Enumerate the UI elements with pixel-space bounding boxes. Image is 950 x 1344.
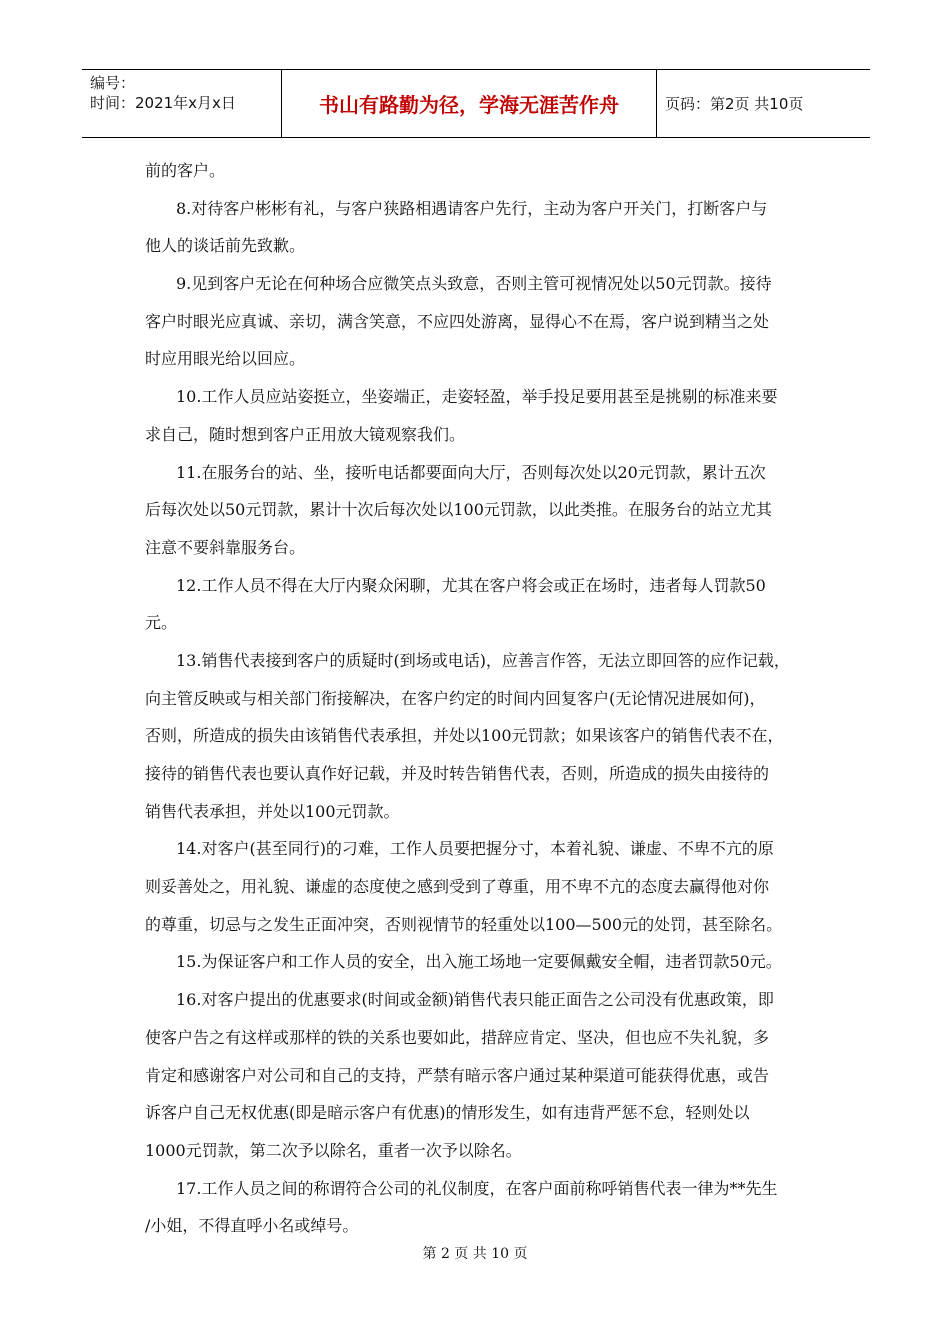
text-line: 元。 (145, 613, 178, 633)
text-line: 17.工作人员之间的称谓符合公司的礼仪制度，在客户面前称呼销售代表一律为**先生 (176, 1178, 778, 1198)
text-line: 16.对客户提出的优惠要求(时间或金额)销售代表只能正面告之公司没有优惠政策，即 (176, 990, 774, 1010)
text-line: 15.为保证客户和工作人员的安全，出入施工场地一定要佩戴安全帽，违者罚款50元。 (176, 952, 782, 972)
text-line: 的尊重，切忌与之发生正面冲突，否则视情节的轻重处以100—500元的处罚，甚至除名。 (145, 914, 783, 934)
text-line: 销售代表承担，并处以100元罚款。 (145, 801, 400, 821)
text-line: 则妥善处之，用礼貌、谦虚的态度使之感到受到了尊重，用不卑不亢的态度去赢得他对你 (145, 877, 770, 897)
text-line: 客户时眼光应真诚、亲切，满含笑意，不应四处游离，显得心不在焉，客户说到精当之处 (145, 311, 770, 331)
text-line: 1000元罚款，第二次予以除名，重者一次予以除名。 (145, 1140, 522, 1160)
text-line: 10.工作人员应站姿挺立，坐姿端正，走姿轻盈，举手投足要用甚至是挑剔的标准来要 (176, 387, 778, 407)
text-line: 8.对待客户彬彬有礼，与客户狭路相遇请客户先行，主动为客户开关门，打断客户与 (176, 198, 768, 218)
text-line: /小姐，不得直呼小名或绰号。 (145, 1216, 359, 1236)
document-body (145, 152, 815, 1245)
text-line: 他人的谈话前先致歉。 (145, 236, 306, 256)
text-line: 前的客户。 (145, 161, 226, 180)
text-line: 否则，所造成的损失由该销售代表承担，并处以100元罚款；如果该客户的销售代表不在， (145, 726, 784, 746)
text-line: 12.工作人员不得在大厅内聚众闲聊，尤其在客户将会或正在场时，违者每人罚款50 (176, 575, 766, 595)
text-line: 9.见到客户无论在何种场合应微笑点头致意，否则主管可视情况处以50元罚款。接待 (176, 274, 772, 294)
header-motto: 书山有路勤为径，学海无涯苦作舟 (282, 70, 657, 137)
text-line: 11.在服务台的站、坐，接听电话都要面向大厅，否则每次处以20元罚款，累计五次 (176, 462, 766, 482)
text-line: 13.销售代表接到客户的质疑时(到场或电话)，应善言作答，无法立即回答的应作记载， (176, 650, 790, 670)
text-line: 诉客户自己无权优惠(即是暗示客户有优惠)的情形发生，如有违背严惩不怠，轻则处以 (145, 1103, 750, 1123)
text-line: 14.对客户(甚至同行)的刁难，工作人员要把握分寸，本着礼貌、谦虚、不卑不亢的原 (176, 839, 774, 859)
document-number: 编号： (90, 74, 136, 92)
page-footer: 第 2 页 共 10 页 (422, 1246, 528, 1262)
text-line: 使客户告之有这样或那样的铁的关系也要如此，措辞应肯定、坚决，但也应不失礼貌，多 (145, 1027, 770, 1047)
text-line: 后每次处以50元罚款，累计十次后每次处以100元罚款，以此类推。在服务台的站立尤其 (145, 500, 772, 520)
text-line: 向主管反映或与相关部门衔接解决，在客户约定的时间内回复客户(无论情况进展如何)， (145, 688, 766, 708)
header-page-number: 页码：第2页 共10页 (665, 95, 804, 113)
text-line: 肯定和感谢客户对公司和自己的支持，严禁有暗示客户通过某种渠道可能获得优惠，或告 (145, 1065, 770, 1085)
text-line: 求自己，随时想到客户正用放大镜观察我们。 (145, 424, 466, 444)
header-meta (82, 70, 282, 137)
text-line: 时应用眼光给以回应。 (145, 349, 306, 369)
page-header (82, 69, 870, 138)
text-line: 注意不要斜靠服务台。 (145, 537, 306, 557)
document-time: 时间：2021年x月x日 (90, 94, 236, 112)
text-line: 接待的销售代表也要认真作好记载，并及时转告销售代表，否则，所造成的损失由接待的 (145, 764, 770, 783)
